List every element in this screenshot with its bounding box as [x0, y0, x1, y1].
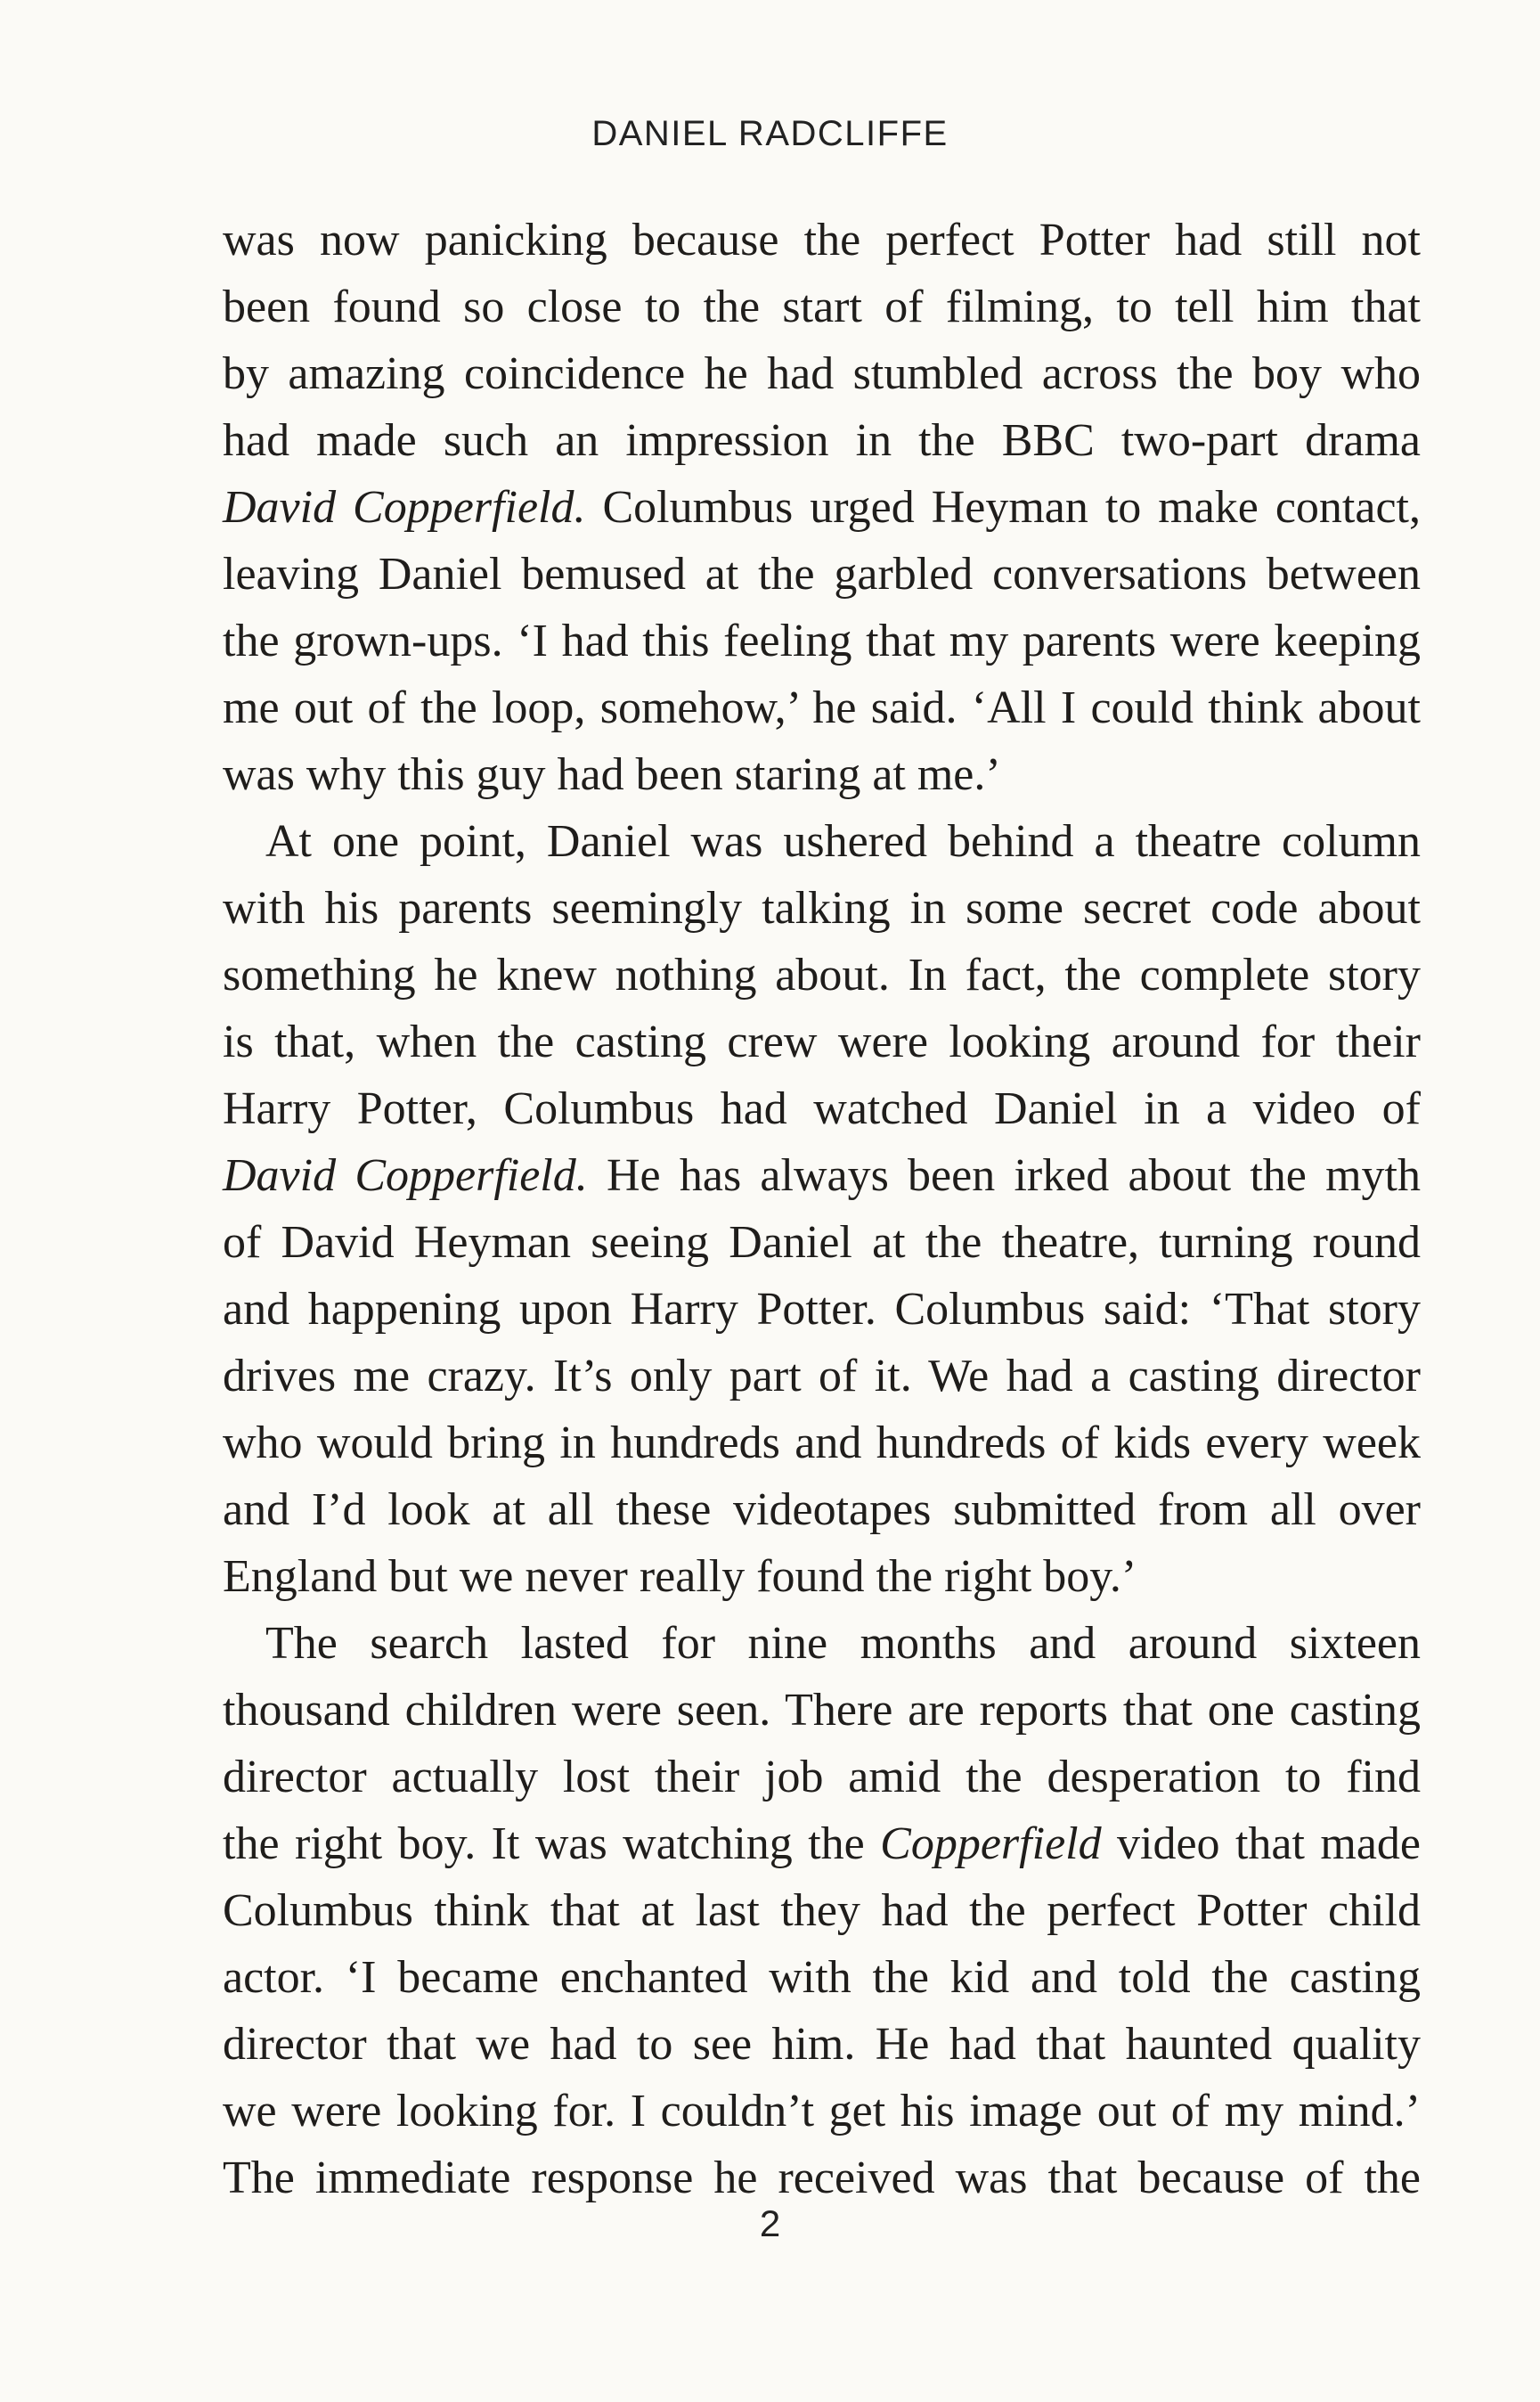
text-run: the right boy. It was watching the	[223, 1818, 881, 1869]
text-line: had made such an impression in the BBC two-part drama	[223, 415, 1421, 466]
text-run: Columbus urged Heyman to make contact,	[585, 482, 1421, 533]
text-line: At one point, Daniel was ushered behind a theatre column	[265, 816, 1421, 867]
text-run: He has always been irked about the myth	[587, 1150, 1421, 1201]
text-line: was now panicking because the perfect Potter had still not	[223, 215, 1421, 266]
text-line	[223, 1142, 1421, 1209]
text-line: Harry Potter, Columbus had watched Daniel in a video of	[223, 1083, 1421, 1134]
text-line: The search lasted for nine months and around sixteen	[265, 1618, 1421, 1669]
text-line: director that we had to see him. He had that haunted quality	[223, 2019, 1421, 2070]
text-run: video that made	[1101, 1818, 1422, 1869]
text-line	[223, 474, 1421, 541]
text-line: and happening upon Harry Potter. Columbus said: ‘That story	[223, 1284, 1421, 1335]
text-line: was why this guy had been staring at me.’	[223, 749, 1001, 800]
text-line: by amazing coincidence he had stumbled across the boy who	[223, 348, 1421, 399]
text-line: thousand children were seen. There are reports that one casting	[223, 1685, 1421, 1736]
text-line: drives me crazy. It’s only part of it. We had a casting director	[223, 1351, 1421, 1401]
text-line: actor. ‘I became enchanted with the kid and told the casting	[223, 1952, 1421, 2003]
book-title: Copperfield	[880, 1818, 1102, 1869]
text-line: with his parents seemingly talking in some secret code about	[223, 883, 1421, 934]
text-line: something he knew nothing about. In fact, the complete story	[223, 950, 1421, 1001]
text-line: Columbus think that at last they had the perfect Potter child	[223, 1885, 1421, 1936]
text-line	[223, 1810, 1421, 1877]
text-line: who would bring in hundreds and hundreds of kids every week	[223, 1418, 1421, 1468]
text-line: is that, when the casting crew were looking around for their	[223, 1017, 1421, 1067]
book-title: David Copperfield.	[223, 1150, 588, 1201]
text-line: we were looking for. I couldn’t get his image out of my mind.’	[223, 2086, 1421, 2136]
text-line: leaving Daniel bemused at the garbled conversations between	[223, 549, 1421, 600]
page-number: 2	[759, 2202, 781, 2244]
text-line: been found so close to the start of filming, to tell him that	[223, 282, 1421, 332]
text-line: and I’d look at all these videotapes submitted from all over	[223, 1484, 1421, 1535]
text-line: the grown-ups. ‘I had this feeling that my parents were keeping	[223, 616, 1421, 666]
text-line: of David Heyman seeing Daniel at the theatre, turning round	[223, 1217, 1421, 1268]
text-line: me out of the loop, somehow,’ he said. ‘All I could think about	[223, 682, 1421, 733]
text-line: England but we never really found the right boy.’	[223, 1551, 1137, 1602]
text-line: director actually lost their job amid the desperation to find	[223, 1752, 1421, 1802]
text-line: The immediate response he received was that because of the	[223, 2153, 1421, 2203]
book-title: David Copperfield.	[223, 482, 586, 533]
body-text	[223, 207, 1421, 2211]
running-head: DANIEL RADCLIFFE	[591, 114, 949, 153]
